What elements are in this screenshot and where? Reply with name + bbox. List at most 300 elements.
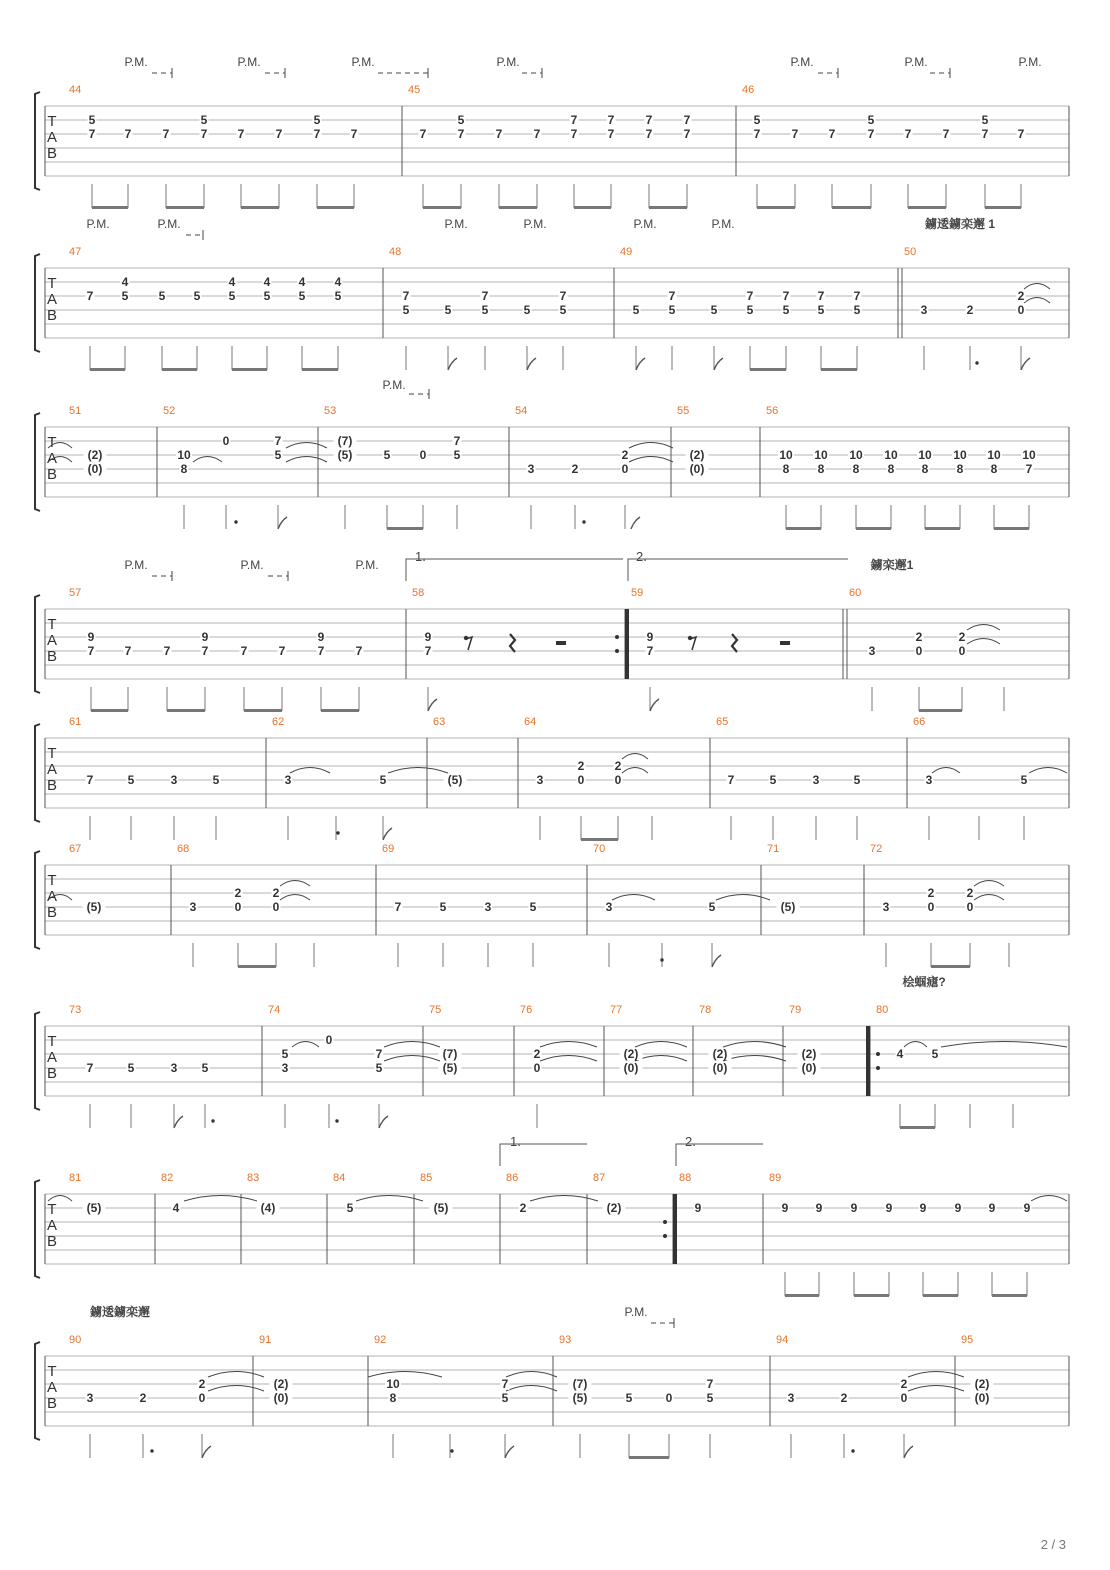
- repeat-start-barline: [866, 1026, 870, 1096]
- fret-number: 7: [706, 1377, 714, 1391]
- measure-number: 82: [161, 1172, 174, 1184]
- beam: [854, 1294, 889, 1297]
- fret-number: (2): [974, 1377, 990, 1391]
- fret-number: 0: [915, 644, 923, 658]
- fret-number: 2: [234, 886, 242, 900]
- fret-number: 8: [921, 462, 929, 476]
- fret-number: 7: [163, 644, 171, 658]
- fret-number: 5: [313, 113, 321, 127]
- tie-arc: [904, 1042, 927, 1048]
- fret-number: 5: [127, 773, 135, 787]
- dotted-note-dot: [582, 520, 585, 523]
- tab-clef-letter: B: [46, 1395, 58, 1412]
- half-rest: [780, 641, 790, 645]
- fret-number: (0): [974, 1391, 990, 1405]
- fret-number: 5: [817, 303, 825, 317]
- tie-arc: [384, 1042, 440, 1048]
- fret-number: 7: [240, 644, 248, 658]
- tie-arc: [540, 1056, 597, 1062]
- fret-number: 5: [625, 1391, 633, 1405]
- fret-number: 3: [189, 900, 197, 914]
- fret-number: (5): [447, 773, 463, 787]
- fret-number: 10: [849, 448, 863, 462]
- fret-number: 9: [815, 1201, 823, 1215]
- measure-number: 70: [593, 843, 606, 855]
- palm-mute-label: P.M.: [904, 55, 928, 69]
- repeat-dot: [663, 1234, 667, 1238]
- measure-number: 67: [69, 843, 82, 855]
- volta-number: 1.: [510, 1134, 521, 1149]
- palm-mute-label: P.M.: [237, 55, 261, 69]
- beam: [167, 709, 205, 712]
- fret-number: 7: [867, 127, 875, 141]
- palm-mute-label: P.M.: [124, 558, 148, 572]
- tie-arc: [506, 1372, 557, 1378]
- fret-number: 3: [484, 900, 492, 914]
- tie-arc: [974, 895, 1004, 901]
- tie-arc: [208, 1372, 264, 1378]
- palm-mute-label: P.M.: [1018, 55, 1042, 69]
- measure-number: 49: [620, 246, 633, 258]
- tab-clef-letter: B: [46, 648, 58, 665]
- measure-number: 64: [524, 716, 537, 728]
- fret-number: 5: [346, 1201, 354, 1215]
- note-flag: [505, 1446, 514, 1458]
- volta-number: 2.: [685, 1134, 696, 1149]
- note-flag: [631, 517, 640, 529]
- measure-number: 52: [163, 405, 176, 417]
- fret-number: (2): [273, 1377, 289, 1391]
- tab-clef-letter: T: [47, 1363, 57, 1380]
- volta-number: 2.: [636, 549, 647, 564]
- measure-number: 85: [420, 1172, 433, 1184]
- fret-number: 5: [523, 303, 531, 317]
- fret-number: 8: [389, 1391, 397, 1405]
- measure-number: 62: [272, 716, 285, 728]
- tab-clef-letter: T: [47, 745, 57, 762]
- fret-number: 5: [529, 900, 537, 914]
- fret-number: 0: [325, 1033, 333, 1047]
- measure-number: 57: [69, 587, 82, 599]
- beam: [90, 368, 125, 371]
- fret-number: 7: [607, 113, 615, 127]
- tab-clef-letter: B: [46, 307, 58, 324]
- measure-number: 72: [870, 843, 883, 855]
- measure-number: 55: [677, 405, 690, 417]
- fret-number: 7: [124, 644, 132, 658]
- fret-number: 9: [317, 630, 325, 644]
- tab-clef-letter: A: [46, 761, 58, 778]
- palm-mute-label: P.M.: [711, 217, 735, 231]
- fret-number: 3: [86, 1391, 94, 1405]
- fret-number: 5: [274, 448, 282, 462]
- fret-number: 9: [781, 1201, 789, 1215]
- measure-number: 78: [699, 1004, 712, 1016]
- fret-number: (5): [86, 900, 102, 914]
- fret-number: 3: [812, 773, 820, 787]
- fret-number: 9: [988, 1201, 996, 1215]
- fret-number: 0: [234, 900, 242, 914]
- palm-mute-label: P.M.: [790, 55, 814, 69]
- tab-system: [35, 55, 1069, 209]
- tie-arc: [716, 895, 770, 901]
- fret-number: 2: [614, 759, 622, 773]
- measure-number: 83: [247, 1172, 260, 1184]
- fret-number: 5: [402, 303, 410, 317]
- note-flag: [428, 699, 437, 711]
- note-flag: [278, 517, 287, 529]
- beam: [629, 1456, 669, 1459]
- note-flag: [1021, 358, 1030, 370]
- fret-number: 5: [281, 1047, 289, 1061]
- note-flag: [714, 358, 723, 370]
- fret-number: 7: [533, 127, 541, 141]
- beam: [992, 1294, 1027, 1297]
- palm-mute-label: P.M.: [355, 558, 379, 572]
- measure-number: 58: [412, 587, 425, 599]
- fret-number: 5: [853, 773, 861, 787]
- section-label: 鐪逶鐪栾邂 1: [924, 217, 996, 231]
- fret-number: 4: [896, 1047, 904, 1061]
- fret-number: 3: [787, 1391, 795, 1405]
- fret-number: 9: [1023, 1201, 1031, 1215]
- fret-number: 7: [1025, 462, 1033, 476]
- dotted-note-dot: [660, 958, 663, 961]
- fret-number: 9: [694, 1201, 702, 1215]
- beam: [499, 206, 537, 209]
- fret-number: 3: [170, 1061, 178, 1075]
- fret-number: 2: [198, 1377, 206, 1391]
- fret-number: 3: [527, 462, 535, 476]
- note-flag: [712, 955, 721, 967]
- fret-number: 10: [1022, 448, 1036, 462]
- tie-arc: [941, 1042, 1067, 1048]
- volta-bracket: [628, 559, 848, 581]
- palm-mute-label: P.M.: [240, 558, 264, 572]
- fret-number: 3: [536, 773, 544, 787]
- note-flag: [904, 1446, 913, 1458]
- fret-number: 4: [172, 1201, 180, 1215]
- tab-clef-letter: A: [46, 1379, 58, 1396]
- beam: [302, 368, 338, 371]
- fret-number: 7: [683, 127, 691, 141]
- fret-number: 9: [919, 1201, 927, 1215]
- eighth-rest: [466, 637, 472, 650]
- dotted-note-dot: [335, 1119, 338, 1122]
- measure-number: 90: [69, 1334, 82, 1346]
- measure-number: 91: [259, 1334, 272, 1346]
- repeat-dot: [663, 1220, 667, 1224]
- tie-arc: [356, 1196, 423, 1202]
- fret-number: 5: [632, 303, 640, 317]
- fret-number: 5: [158, 289, 166, 303]
- measure-number: 84: [333, 1172, 346, 1184]
- fret-number: 0: [966, 900, 974, 914]
- beam: [821, 368, 857, 371]
- fret-number: 2: [966, 886, 974, 900]
- fret-number: 4: [121, 275, 129, 289]
- tab-system: [35, 1304, 1069, 1459]
- fret-number: 0: [198, 1391, 206, 1405]
- measure-number: 65: [716, 716, 729, 728]
- fret-number: (5): [86, 1201, 102, 1215]
- tab-clef-letter: A: [46, 1217, 58, 1234]
- tie-arc: [635, 1056, 687, 1062]
- fret-number: 5: [212, 773, 220, 787]
- fret-number: 5: [439, 900, 447, 914]
- system-bracket: [35, 1012, 40, 1110]
- beam: [750, 368, 786, 371]
- tab-clef-letter: B: [46, 904, 58, 921]
- system-bracket: [35, 1180, 40, 1278]
- fret-number: 7: [275, 127, 283, 141]
- tie-arc: [723, 1056, 786, 1062]
- fret-number: 3: [170, 773, 178, 787]
- palm-mute-label: P.M.: [496, 55, 520, 69]
- fret-number: 7: [753, 127, 761, 141]
- tab-clef-letter: B: [46, 1233, 58, 1250]
- measure-number: 93: [559, 1334, 572, 1346]
- repeat-dot: [615, 649, 619, 653]
- fret-number: 10: [177, 448, 191, 462]
- tie-arc: [622, 768, 648, 774]
- palm-mute-label: P.M.: [523, 217, 547, 231]
- palm-mute-label: P.M.: [124, 55, 148, 69]
- fret-number: 7: [201, 644, 209, 658]
- fret-number: 0: [927, 900, 935, 914]
- fret-number: 7: [559, 289, 567, 303]
- note-flag: [448, 358, 457, 370]
- fret-number: 2: [621, 448, 629, 462]
- beam: [832, 206, 871, 209]
- tab-clef-letter: T: [47, 1033, 57, 1050]
- beam: [785, 1294, 819, 1297]
- tie-arc: [540, 1042, 597, 1048]
- beam: [91, 709, 128, 712]
- fret-number: 7: [1017, 127, 1025, 141]
- note-flag: [527, 358, 536, 370]
- fret-number: 5: [753, 113, 761, 127]
- tie-arc: [908, 1372, 964, 1378]
- beam: [423, 206, 461, 209]
- tab-system: [35, 549, 1069, 712]
- tab-clef-letter: A: [46, 632, 58, 649]
- measure-number: 51: [69, 405, 82, 417]
- measure-number: 80: [876, 1004, 889, 1016]
- fret-number: 7: [355, 644, 363, 658]
- fret-number: (7): [572, 1377, 588, 1391]
- measure-number: 89: [769, 1172, 782, 1184]
- repeat-dot: [876, 1066, 880, 1070]
- fret-number: 7: [86, 773, 94, 787]
- beam: [244, 709, 282, 712]
- measure-number: 46: [742, 84, 755, 96]
- palm-mute-label: P.M.: [382, 378, 406, 392]
- fret-number: 7: [124, 127, 132, 141]
- system-bracket: [35, 413, 40, 511]
- fret-number: 7: [86, 289, 94, 303]
- tie-arc: [622, 754, 648, 760]
- fret-number: (5): [442, 1061, 458, 1075]
- palm-mute-label: P.M.: [351, 55, 375, 69]
- eighth-rest: [690, 637, 696, 650]
- fret-number: 3: [920, 303, 928, 317]
- fret-number: 0: [665, 1391, 673, 1405]
- tab-system: [35, 843, 1069, 968]
- fret-number: 5: [853, 303, 861, 317]
- fret-number: 5: [481, 303, 489, 317]
- fret-number: 5: [782, 303, 790, 317]
- fret-number: 8: [852, 462, 860, 476]
- measure-number: 77: [610, 1004, 623, 1016]
- fret-number: 5: [559, 303, 567, 317]
- fret-number: 9: [201, 630, 209, 644]
- tie-arc: [629, 457, 673, 463]
- measure-number: 53: [324, 405, 337, 417]
- fret-number: (5): [337, 448, 353, 462]
- fret-number: 7: [570, 113, 578, 127]
- fret-number: 10: [814, 448, 828, 462]
- palm-mute-label: P.M.: [444, 217, 468, 231]
- measure-number: 74: [268, 1004, 281, 1016]
- fret-number: 10: [953, 448, 967, 462]
- fret-number: 5: [867, 113, 875, 127]
- tie-arc: [908, 1386, 964, 1392]
- tab-clef-letter: A: [46, 888, 58, 905]
- measure-number: 73: [69, 1004, 82, 1016]
- fret-number: 0: [577, 773, 585, 787]
- fret-number: 7: [237, 127, 245, 141]
- tie-arc: [1031, 1196, 1067, 1202]
- fret-number: 5: [931, 1047, 939, 1061]
- palm-mute-label: P.M.: [624, 1305, 648, 1319]
- tie-arc: [368, 1372, 442, 1378]
- fret-number: (0): [273, 1391, 289, 1405]
- fret-number: 7: [87, 644, 95, 658]
- fret-number: (2): [689, 448, 705, 462]
- measure-number: 63: [433, 716, 446, 728]
- fret-number: (2): [801, 1047, 817, 1061]
- tie-arc: [974, 881, 1004, 887]
- tab-clef-letter: T: [47, 434, 57, 451]
- fret-number: 7: [645, 127, 653, 141]
- fret-number: 0: [900, 1391, 908, 1405]
- fret-number: 5: [706, 1391, 714, 1405]
- fret-number: 4: [228, 275, 236, 289]
- note-flag: [650, 699, 659, 711]
- fret-number: 5: [746, 303, 754, 317]
- fret-number: 5: [263, 289, 271, 303]
- beam: [931, 965, 970, 968]
- fret-number: 8: [782, 462, 790, 476]
- beam: [994, 527, 1029, 530]
- tab-clef-letter: B: [46, 777, 58, 794]
- tab-system: [35, 716, 1069, 841]
- fret-number: 7: [402, 289, 410, 303]
- repeat-dot: [876, 1052, 880, 1056]
- beam: [923, 1294, 958, 1297]
- measure-number: 71: [767, 843, 780, 855]
- beam: [387, 527, 423, 530]
- fret-number: 5: [334, 289, 342, 303]
- tab-clef-letter: T: [47, 113, 57, 130]
- volta-bracket: [406, 559, 623, 581]
- fret-number: (0): [712, 1061, 728, 1075]
- fret-number: 7: [457, 127, 465, 141]
- measure-number: 47: [69, 246, 82, 258]
- tie-arc: [723, 1042, 786, 1048]
- fret-number: 8: [180, 462, 188, 476]
- fret-number: 7: [645, 113, 653, 127]
- fret-number: 0: [1017, 303, 1025, 317]
- dotted-note-dot: [336, 831, 339, 834]
- fret-number: 2: [915, 630, 923, 644]
- beam: [162, 368, 197, 371]
- fret-number: 9: [885, 1201, 893, 1215]
- tie-arc: [286, 443, 327, 449]
- dotted-note-dot: [975, 361, 978, 364]
- tie-arc: [384, 1056, 440, 1062]
- fret-number: (5): [780, 900, 796, 914]
- fret-number: 2: [1017, 289, 1025, 303]
- measure-number: 81: [69, 1172, 82, 1184]
- page-number: 2 / 3: [1040, 1537, 1066, 1552]
- beam: [321, 709, 359, 712]
- fret-number: 5: [127, 1061, 135, 1075]
- fret-number: 7: [424, 644, 432, 658]
- repeat-end-barline: [625, 609, 629, 679]
- section-label: 鐪栾邂1: [870, 558, 914, 572]
- fret-number: 5: [444, 303, 452, 317]
- fret-number: (7): [337, 434, 353, 448]
- fret-number: 7: [162, 127, 170, 141]
- tie-arc: [290, 768, 330, 774]
- dotted-note-dot: [851, 1449, 854, 1452]
- beam: [238, 965, 276, 968]
- fret-number: 5: [668, 303, 676, 317]
- fret-number: 8: [887, 462, 895, 476]
- tab-clef-letter: B: [46, 145, 58, 162]
- tie-arc: [280, 895, 310, 901]
- measure-number: 59: [631, 587, 644, 599]
- system-bracket: [35, 92, 40, 190]
- fret-number: 5: [298, 289, 306, 303]
- fret-number: (0): [87, 462, 103, 476]
- fret-number: 2: [577, 759, 585, 773]
- dotted-note-dot: [211, 1119, 214, 1122]
- fret-number: (7): [442, 1047, 458, 1061]
- palm-mute-label: P.M.: [633, 217, 657, 231]
- measure-number: 61: [69, 716, 82, 728]
- fret-number: 7: [86, 1061, 94, 1075]
- tab-clef-letter: T: [47, 1201, 57, 1218]
- fret-number: 7: [274, 434, 282, 448]
- tie-arc: [612, 895, 655, 901]
- fret-number: 7: [394, 900, 402, 914]
- beam: [317, 206, 354, 209]
- fret-number: (2): [87, 448, 103, 462]
- fret-number: 8: [817, 462, 825, 476]
- fret-number: 7: [668, 289, 676, 303]
- fret-number: (0): [689, 462, 705, 476]
- palm-mute-label: P.M.: [157, 217, 181, 231]
- tab-clef-letter: A: [46, 129, 58, 146]
- system-bracket: [35, 595, 40, 693]
- fret-number: 5: [981, 113, 989, 127]
- fret-number: 7: [942, 127, 950, 141]
- measure-number: 94: [776, 1334, 789, 1346]
- fret-number: 2: [927, 886, 935, 900]
